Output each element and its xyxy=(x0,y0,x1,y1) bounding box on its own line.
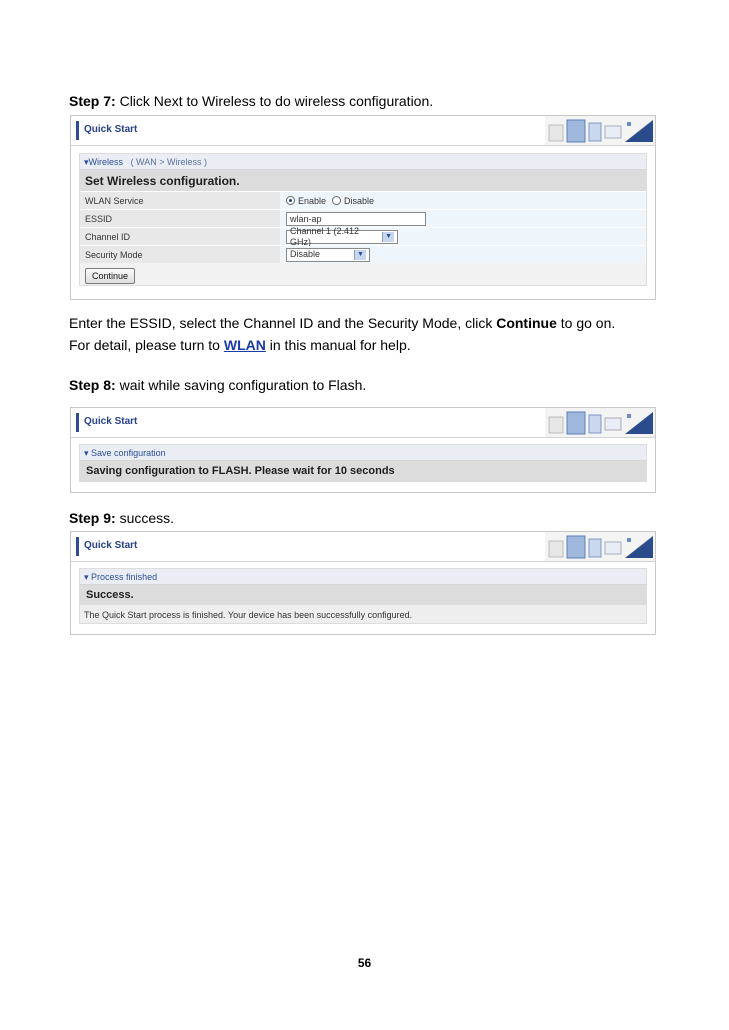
step7-paragraph xyxy=(69,91,433,111)
process-finished-section xyxy=(79,568,647,624)
breadcrumb: ( WAN > Wireless ) xyxy=(130,157,207,167)
instruction-text-end: to go on. xyxy=(556,315,616,331)
continue-button[interactable]: Continue xyxy=(85,268,135,284)
accent-bar xyxy=(76,413,79,432)
wlan-link[interactable]: WLAN xyxy=(223,337,266,353)
disable-label: Disable xyxy=(344,195,375,206)
chevron-down-icon: ▼ xyxy=(382,232,394,242)
channel-id-label: Channel ID xyxy=(80,228,280,245)
form-heading: Set Wireless configuration. xyxy=(80,170,646,191)
success-message: The Quick Start process is finished. Your device has been successfully configured. xyxy=(80,605,646,623)
step9-text: success. xyxy=(115,510,175,526)
quick-start-bar xyxy=(71,116,655,146)
wireless-section xyxy=(79,153,647,286)
instruction-line-1 xyxy=(69,313,615,333)
security-mode-select[interactable] xyxy=(286,248,370,262)
essid-label: ESSID xyxy=(80,210,280,227)
step8-label: Step 8: xyxy=(69,377,116,393)
section-header[interactable] xyxy=(80,569,646,585)
quick-start-title: Quick Start xyxy=(84,416,138,427)
step7-text: Click Next to Wireless to do wireless configuration. xyxy=(115,93,434,109)
header-graphic-icon xyxy=(545,116,655,145)
step8-paragraph xyxy=(69,375,366,395)
saving-message: Saving configuration to FLASH. Please wait for 10 seconds xyxy=(80,461,646,481)
quick-start-bar xyxy=(71,408,655,438)
quick-start-bar xyxy=(71,532,655,562)
quick-start-title: Quick Start xyxy=(84,540,138,551)
essid-input[interactable]: wlan-ap xyxy=(286,212,426,226)
channel-select[interactable] xyxy=(286,225,398,247)
step9-label: Step 9: xyxy=(69,510,116,526)
quick-start-title: Quick Start xyxy=(84,124,138,135)
security-mode-label: Security Mode xyxy=(80,246,280,263)
form-row-security xyxy=(80,245,646,263)
collapse-arrow-icon: ▾ xyxy=(84,157,89,167)
wlan-service-label: WLAN Service xyxy=(80,192,280,209)
form-row-wlan-service xyxy=(80,191,646,209)
detail-text: For detail, please turn to xyxy=(69,337,224,353)
section-title: Wireless xyxy=(88,157,124,167)
section-title: Process finished xyxy=(91,572,158,582)
channel-select-value: Channel 1 (2.412 GHz) xyxy=(290,225,360,247)
detail-text-end: in this manual for help. xyxy=(265,337,411,353)
section-title: Save configuration xyxy=(91,448,166,458)
save-config-screenshot xyxy=(70,407,656,493)
collapse-arrow-icon: ▾ xyxy=(84,572,89,582)
instruction-text: Enter the ESSID, select the Channel ID and the Security Mode, click xyxy=(69,315,497,331)
header-graphic-icon xyxy=(545,532,655,561)
step9-paragraph xyxy=(69,508,174,528)
chevron-down-icon: ▼ xyxy=(354,250,366,260)
accent-bar xyxy=(76,121,79,140)
accent-bar xyxy=(76,537,79,556)
disable-radio[interactable] xyxy=(332,196,341,205)
step7-label: Step 7: xyxy=(69,93,116,109)
enable-radio[interactable] xyxy=(286,196,295,205)
continue-emphasis: Continue xyxy=(496,315,557,331)
collapse-arrow-icon: ▾ xyxy=(84,448,89,458)
page-number: 56 xyxy=(357,956,372,970)
form-row-channel xyxy=(80,227,646,245)
security-mode-value: Disable xyxy=(290,249,321,259)
save-config-section xyxy=(79,444,647,482)
enable-label: Enable xyxy=(298,195,327,206)
process-finished-screenshot xyxy=(70,531,656,635)
section-header[interactable] xyxy=(80,154,646,170)
step8-text: wait while saving configuration to Flash. xyxy=(115,377,367,393)
header-graphic-icon xyxy=(545,408,655,437)
section-header[interactable] xyxy=(80,445,646,461)
form-row-essid xyxy=(80,209,646,227)
instruction-line-2 xyxy=(69,335,411,355)
success-heading: Success. xyxy=(80,585,646,605)
wireless-config-screenshot xyxy=(70,115,656,300)
